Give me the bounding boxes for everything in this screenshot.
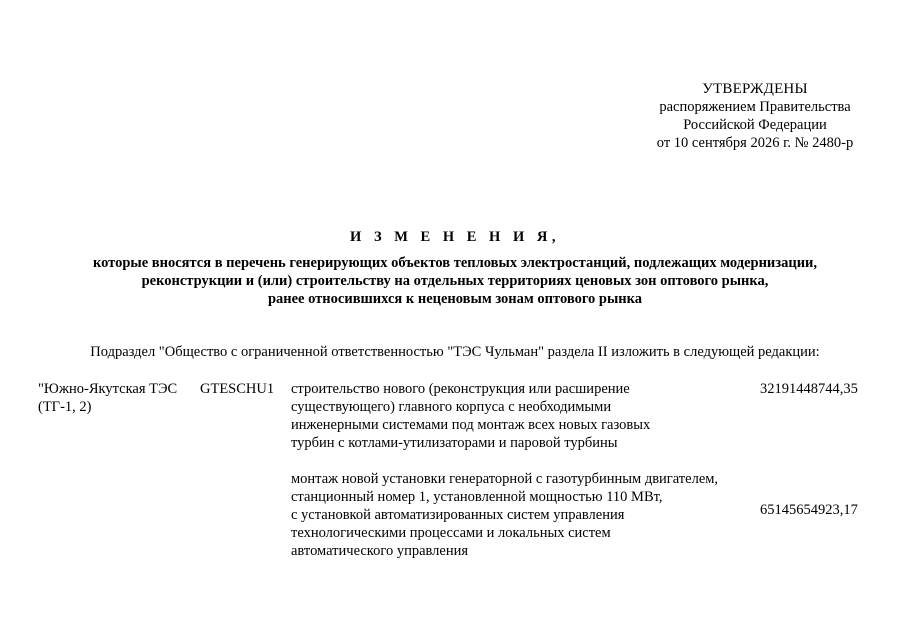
approval-title: УТВЕРЖДЕНЫ [702,81,808,97]
measure-1-line: существующего) главного корпуса с необходимыми [291,399,612,415]
object-name [38,380,193,416]
measure-1-line: строительство нового (реконструкция или расширение [291,381,630,397]
heading-line-2: реконструкции и (или) строительству на отдельных территориях ценовых зон оптового рынка, [141,273,769,289]
cost-value-1: 32191448744,35 [760,381,858,397]
cost-value-2: 65145654923,17 [760,502,858,518]
measure-1 [291,380,711,452]
document-heading [40,228,870,308]
object-name-line-2: (ТГ-1, 2) [38,399,92,415]
measure-2-line: автоматического управления [291,543,469,559]
heading-line-3: ранее относившихся к неценовым зонам оптового рынка [267,291,643,307]
heading-line-1: которые вносятся в перечень генерирующих объектов тепловых электростанций, подлежащих модернизации, [92,255,818,271]
measure-2-line: технологическими процессами и локальных систем [291,525,611,541]
object-name-line-1: "Южно-Якутская ТЭС [38,381,178,397]
approval-line-1: распоряжением Правительства [659,99,851,115]
object-code: GTESCHU1 [200,381,275,397]
approval-date: от 10 сентября 2026 г. № 2480-р [656,135,854,151]
approval-line-2: Российской Федерации [683,117,827,133]
heading-title: И З М Е Н Е Н И Я, [350,229,560,245]
measure-1-line: турбин с котлами-утилизаторами и паровой турбины [291,435,618,451]
measure-2 [291,470,751,560]
measure-2-line: с установкой автоматизированных систем управления [291,507,625,523]
intro-paragraph: Подраздел "Общество с ограниченной ответственностью "ТЭС Чульман" раздела II изложить в следующей редакции: [90,344,820,360]
approval-block [640,80,870,152]
measure-1-line: инженерными системами под монтаж всех новых газовых [291,417,651,433]
measure-2-line: монтаж новой установки генераторной с газотурбинным двигателем, [291,471,719,487]
measure-2-line: станционный номер 1, установленной мощностью 110 МВт, [291,489,663,505]
